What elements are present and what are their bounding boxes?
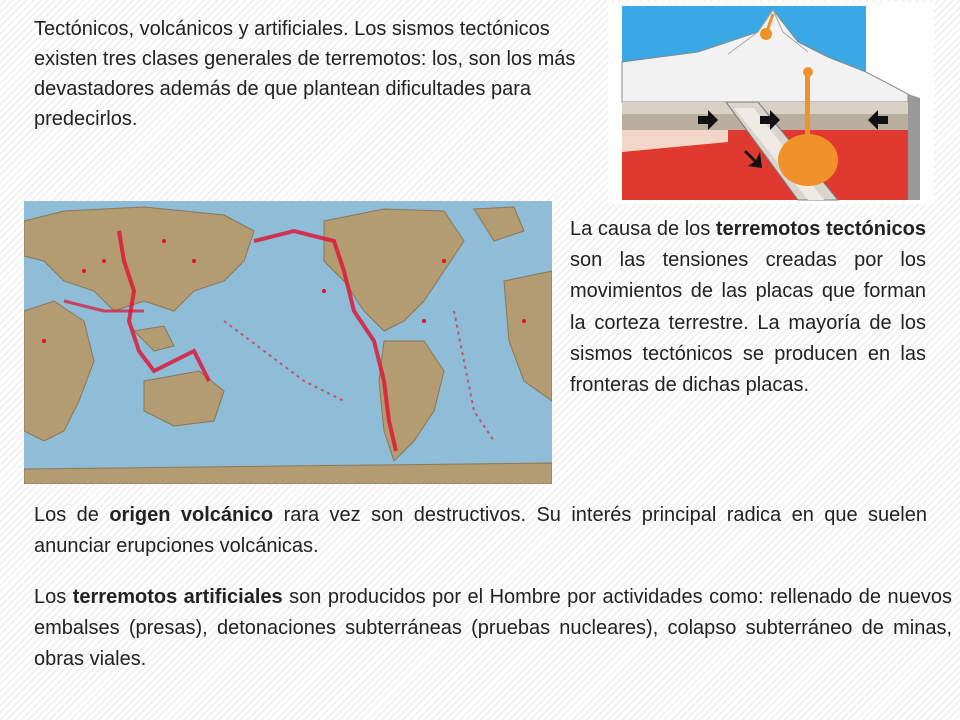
artificial-text-after: son producidos por el Hombre por actividades como: rellenado de nuevos embalses (presas), detonaciones subterráneas (pruebas nucleares), colapso subterráneo de minas, obras viales. bbox=[34, 586, 952, 671]
tectonic-cause-paragraph bbox=[570, 214, 926, 401]
world-earthquake-map-image bbox=[24, 201, 552, 484]
volcanic-paragraph bbox=[34, 500, 927, 562]
tectonic-diagram-image bbox=[608, 2, 934, 204]
intro-paragraph: Tectónicos, volcánicos y artificiales. Los sismos tectónicos existen tres clases generales de terremotos: los, son los más devastadores además de que plantean dificultades para predecirlos. bbox=[34, 18, 576, 130]
cause-highlight: terremotos tectónicos bbox=[715, 218, 926, 240]
artificial-text-before: Los bbox=[34, 586, 73, 608]
artificial-paragraph bbox=[34, 582, 952, 676]
volcanic-text-before: Los de bbox=[34, 504, 110, 526]
volcanic-highlight: origen volcánico bbox=[109, 504, 274, 526]
volcanic-text-after: rara vez son destructivos. Su interés principal radica en que suelen anunciar erupciones volcánicas. bbox=[34, 504, 927, 558]
artificial-highlight: terremotos artificiales bbox=[72, 586, 283, 608]
cause-text-before: La causa de los bbox=[570, 218, 716, 240]
cause-text-after: son las tensiones creadas por los movimientos de las placas que forman la corteza terrestre. La mayoría de los sismos tectónicos se producen en las fronteras de dichas placas. bbox=[570, 249, 926, 396]
